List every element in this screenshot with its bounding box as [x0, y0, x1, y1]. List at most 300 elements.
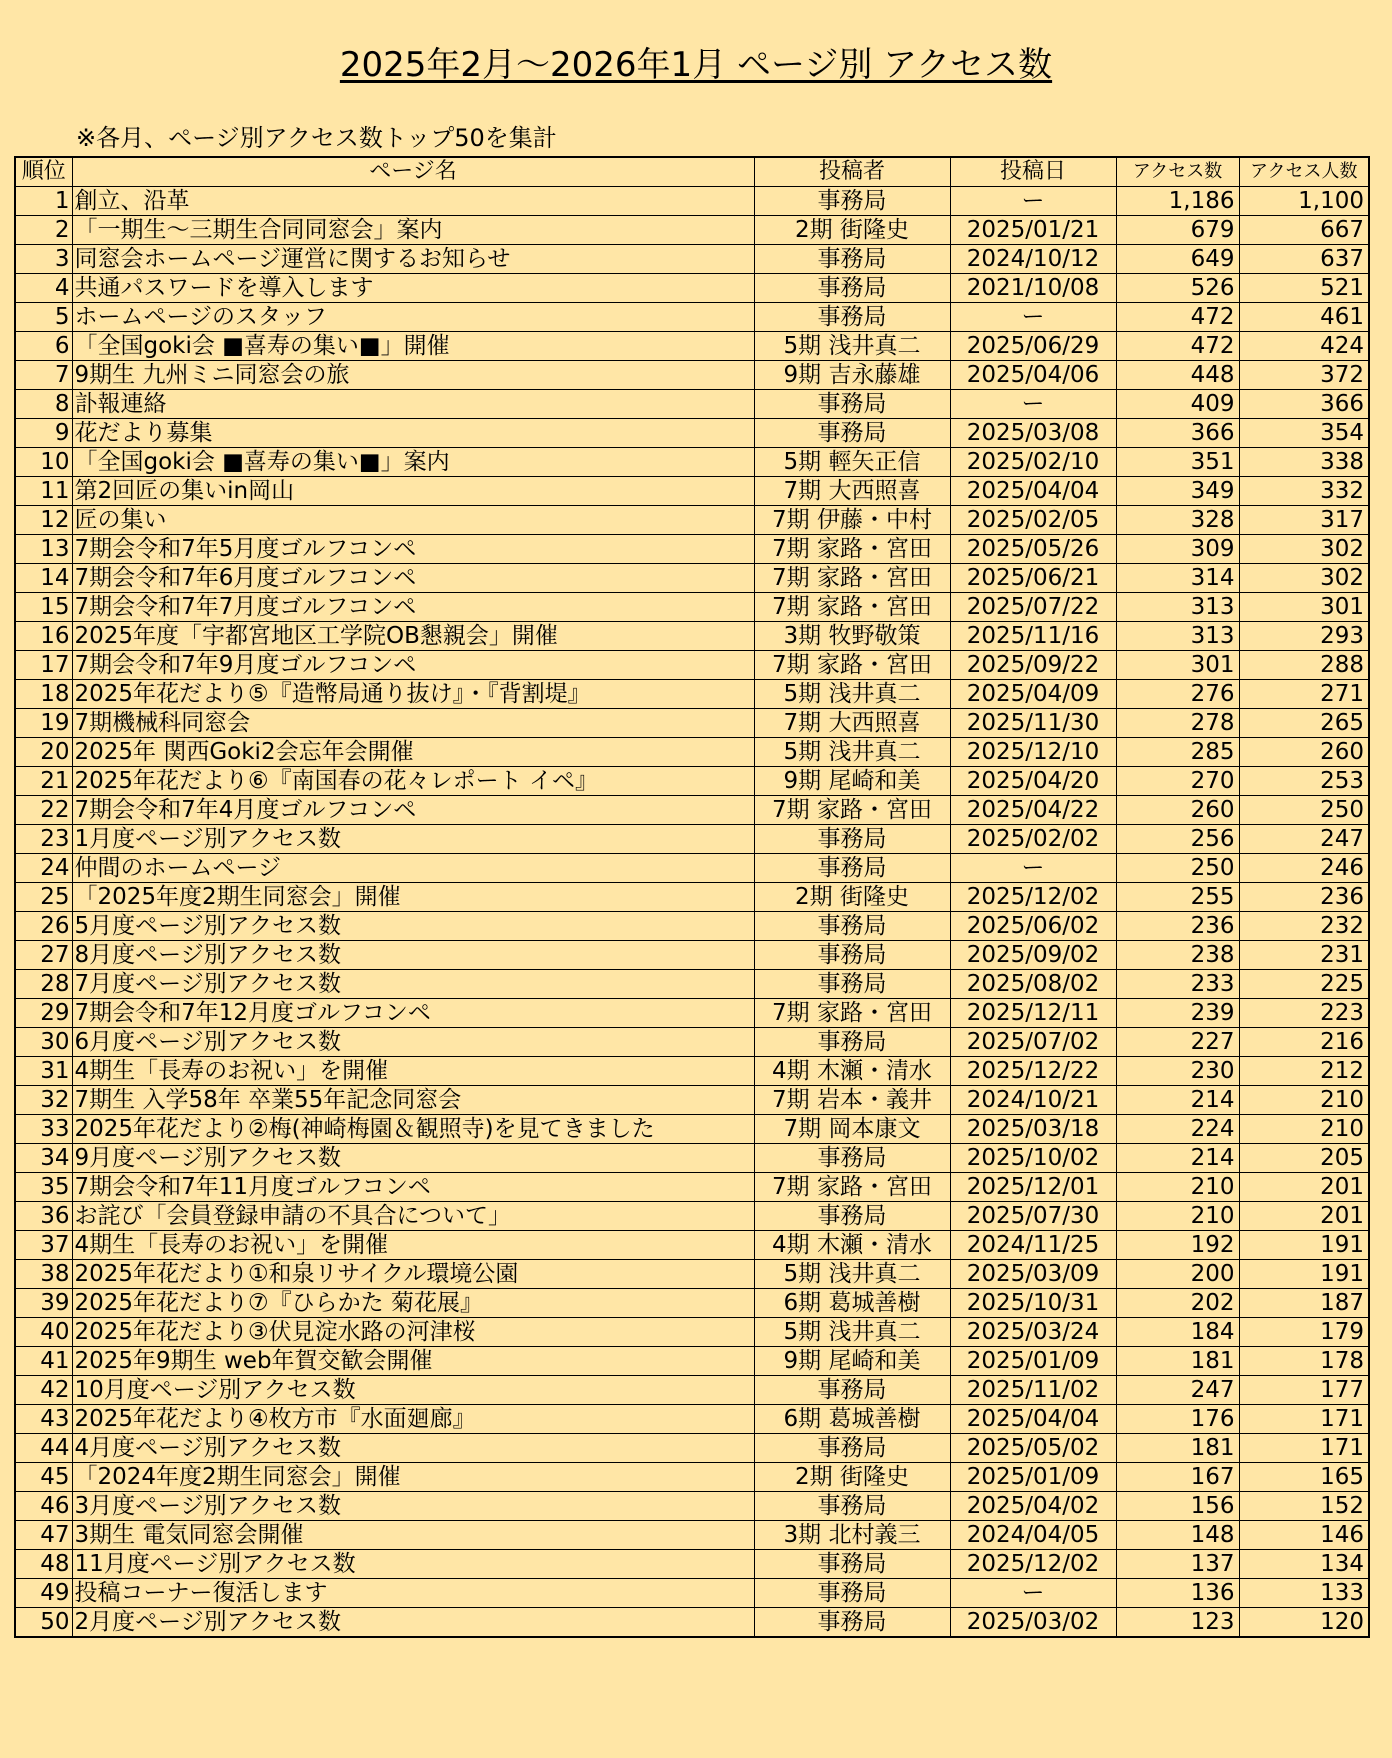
cell-visitors: 201 [1239, 1173, 1369, 1202]
cell-access: 301 [1116, 651, 1239, 680]
table-row [15, 419, 1369, 448]
cell-access: 255 [1116, 883, 1239, 912]
cell-visitors: 225 [1239, 970, 1369, 999]
cell-rank: 41 [15, 1347, 72, 1376]
cell-visitors: 372 [1239, 361, 1369, 390]
cell-access: 314 [1116, 564, 1239, 593]
cell-visitors: 253 [1239, 767, 1369, 796]
cell-access: 349 [1116, 477, 1239, 506]
cell-visitors: 179 [1239, 1318, 1369, 1347]
table-row [15, 1086, 1369, 1115]
cell-visitors: 210 [1239, 1086, 1369, 1115]
cell-rank: 40 [15, 1318, 72, 1347]
cell-access: 210 [1116, 1202, 1239, 1231]
cell-access: 181 [1116, 1347, 1239, 1376]
table-row [15, 1173, 1369, 1202]
cell-access: 309 [1116, 535, 1239, 564]
table-row [15, 1405, 1369, 1434]
cell-date: 2025/04/02 [950, 1492, 1116, 1521]
table-row [15, 709, 1369, 738]
cell-visitors: 424 [1239, 332, 1369, 361]
cell-rank: 23 [15, 825, 72, 854]
table-row [15, 1521, 1369, 1550]
cell-access: 202 [1116, 1289, 1239, 1318]
cell-access: 409 [1116, 390, 1239, 419]
cell-access: 328 [1116, 506, 1239, 535]
table-row [15, 767, 1369, 796]
cell-page-name: 5月度ページ別アクセス数 [72, 912, 754, 941]
cell-visitors: 171 [1239, 1434, 1369, 1463]
cell-visitors: 366 [1239, 390, 1369, 419]
cell-page-name: 2025年花だより③伏見淀水路の河津桜 [72, 1318, 754, 1347]
cell-date: 2025/05/02 [950, 1434, 1116, 1463]
cell-page-name: 「一期生～三期生合同同窓会」案内 [72, 216, 754, 245]
cell-page-name: 7期生 入学58年 卒業55年記念同窓会 [72, 1086, 754, 1115]
cell-page-name: 「2024年度2期生同窓会」開催 [72, 1463, 754, 1492]
cell-visitors: 134 [1239, 1550, 1369, 1579]
cell-visitors: 301 [1239, 593, 1369, 622]
cell-page-name: 7期会令和7年11月度ゴルフコンペ [72, 1173, 754, 1202]
cell-rank: 15 [15, 593, 72, 622]
cell-rank: 18 [15, 680, 72, 709]
cell-author: 事務局 [754, 1608, 950, 1638]
cell-visitors: 461 [1239, 303, 1369, 332]
cell-page-name: 11月度ページ別アクセス数 [72, 1550, 754, 1579]
cell-rank: 49 [15, 1579, 72, 1608]
cell-access: 123 [1116, 1608, 1239, 1638]
cell-date: 2025/06/21 [950, 564, 1116, 593]
table-row [15, 506, 1369, 535]
cell-rank: 22 [15, 796, 72, 825]
cell-date: 2025/12/02 [950, 1550, 1116, 1579]
table-row [15, 883, 1369, 912]
cell-rank: 37 [15, 1231, 72, 1260]
cell-access: 210 [1116, 1173, 1239, 1202]
cell-date: 2025/02/02 [950, 825, 1116, 854]
cell-rank: 7 [15, 361, 72, 390]
cell-visitors: 133 [1239, 1579, 1369, 1608]
cell-page-name: 2025年花だより④枚方市『水面廻廊』 [72, 1405, 754, 1434]
cell-visitors: 288 [1239, 651, 1369, 680]
cell-page-name: 訃報連絡 [72, 390, 754, 419]
cell-author: 5期 輕矢正信 [754, 448, 950, 477]
cell-author: 事務局 [754, 419, 950, 448]
table-row [15, 912, 1369, 941]
cell-page-name: 創立、沿革 [72, 187, 754, 216]
cell-date: ー [950, 1579, 1116, 1608]
cell-page-name: 2025年9期生 web年賀交歓会開催 [72, 1347, 754, 1376]
cell-access: 200 [1116, 1260, 1239, 1289]
page-title [0, 40, 1392, 90]
cell-page-name: 2月度ページ別アクセス数 [72, 1608, 754, 1638]
cell-author: 事務局 [754, 390, 950, 419]
cell-rank: 48 [15, 1550, 72, 1579]
cell-rank: 13 [15, 535, 72, 564]
cell-rank: 29 [15, 999, 72, 1028]
table-row [15, 622, 1369, 651]
cell-date: 2025/04/04 [950, 477, 1116, 506]
table-row [15, 1608, 1369, 1638]
cell-author: 事務局 [754, 187, 950, 216]
cell-date: 2025/02/10 [950, 448, 1116, 477]
cell-date: 2025/12/11 [950, 999, 1116, 1028]
table-row [15, 970, 1369, 999]
cell-page-name: 同窓会ホームページ運営に関するお知らせ [72, 245, 754, 274]
cell-visitors: 191 [1239, 1231, 1369, 1260]
cell-page-name: 7期会令和7年9月度ゴルフコンペ [72, 651, 754, 680]
cell-visitors: 171 [1239, 1405, 1369, 1434]
cell-rank: 31 [15, 1057, 72, 1086]
cell-author: 事務局 [754, 1550, 950, 1579]
access-table [14, 156, 1370, 1638]
cell-rank: 28 [15, 970, 72, 999]
table-row [15, 941, 1369, 970]
cell-page-name: 匠の集い [72, 506, 754, 535]
cell-date: 2025/12/10 [950, 738, 1116, 767]
table-row [15, 1550, 1369, 1579]
cell-access: 285 [1116, 738, 1239, 767]
table-row [15, 477, 1369, 506]
cell-rank: 32 [15, 1086, 72, 1115]
table-row [15, 1057, 1369, 1086]
cell-page-name: 4期生「長寿のお祝い」を開催 [72, 1057, 754, 1086]
cell-author: 3期 北村義三 [754, 1521, 950, 1550]
cell-page-name: 9月度ページ別アクセス数 [72, 1144, 754, 1173]
cell-visitors: 232 [1239, 912, 1369, 941]
cell-date: 2025/02/05 [950, 506, 1116, 535]
cell-author: 5期 浅井真二 [754, 680, 950, 709]
cell-rank: 9 [15, 419, 72, 448]
cell-date: 2025/11/16 [950, 622, 1116, 651]
cell-access: 233 [1116, 970, 1239, 999]
cell-date: 2025/04/09 [950, 680, 1116, 709]
cell-access: 351 [1116, 448, 1239, 477]
cell-rank: 46 [15, 1492, 72, 1521]
cell-page-name: 2025年 関西Goki2会忘年会開催 [72, 738, 754, 767]
cell-author: 2期 街隆史 [754, 216, 950, 245]
cell-visitors: 191 [1239, 1260, 1369, 1289]
cell-access: 236 [1116, 912, 1239, 941]
cell-author: 事務局 [754, 825, 950, 854]
header-date: 投稿日 [950, 157, 1116, 187]
cell-rank: 24 [15, 854, 72, 883]
table-body [15, 187, 1369, 1638]
cell-author: 5期 浅井真二 [754, 1260, 950, 1289]
cell-page-name: 「全国goki会 ■喜寿の集い■」開催 [72, 332, 754, 361]
cell-rank: 30 [15, 1028, 72, 1057]
cell-rank: 1 [15, 187, 72, 216]
cell-visitors: 265 [1239, 709, 1369, 738]
cell-access: 192 [1116, 1231, 1239, 1260]
table-row [15, 796, 1369, 825]
cell-author: 7期 大西照喜 [754, 477, 950, 506]
cell-visitors: 1,100 [1239, 187, 1369, 216]
cell-page-name: 10月度ページ別アクセス数 [72, 1376, 754, 1405]
cell-page-name: 3期生 電気同窓会開催 [72, 1521, 754, 1550]
cell-rank: 39 [15, 1289, 72, 1318]
cell-access: 239 [1116, 999, 1239, 1028]
cell-access: 366 [1116, 419, 1239, 448]
cell-visitors: 354 [1239, 419, 1369, 448]
table-row [15, 1202, 1369, 1231]
cell-page-name: 7期会令和7年12月度ゴルフコンペ [72, 999, 754, 1028]
cell-visitors: 236 [1239, 883, 1369, 912]
cell-visitors: 178 [1239, 1347, 1369, 1376]
cell-date: ー [950, 854, 1116, 883]
table-row [15, 825, 1369, 854]
cell-rank: 2 [15, 216, 72, 245]
table-row [15, 738, 1369, 767]
cell-visitors: 271 [1239, 680, 1369, 709]
cell-visitors: 302 [1239, 564, 1369, 593]
cell-page-name: 3月度ページ別アクセス数 [72, 1492, 754, 1521]
cell-author: 4期 木瀬・清水 [754, 1231, 950, 1260]
cell-rank: 11 [15, 477, 72, 506]
cell-author: 事務局 [754, 303, 950, 332]
cell-date: 2024/04/05 [950, 1521, 1116, 1550]
cell-author: 7期 岡本康文 [754, 1115, 950, 1144]
table-row [15, 680, 1369, 709]
cell-page-name: 2025年度「宇都宮地区工学院OB懇親会」開催 [72, 622, 754, 651]
cell-author: 事務局 [754, 245, 950, 274]
cell-date: 2024/10/21 [950, 1086, 1116, 1115]
cell-date: 2025/04/22 [950, 796, 1116, 825]
cell-rank: 12 [15, 506, 72, 535]
cell-author: 事務局 [754, 1028, 950, 1057]
cell-author: 6期 葛城善樹 [754, 1405, 950, 1434]
table-row [15, 1028, 1369, 1057]
cell-date: 2025/01/09 [950, 1463, 1116, 1492]
table-row [15, 1347, 1369, 1376]
cell-author: 9期 尾崎和美 [754, 1347, 950, 1376]
cell-visitors: 293 [1239, 622, 1369, 651]
cell-rank: 4 [15, 274, 72, 303]
cell-access: 313 [1116, 593, 1239, 622]
cell-visitors: 165 [1239, 1463, 1369, 1492]
cell-date: 2025/06/02 [950, 912, 1116, 941]
cell-author: 事務局 [754, 1202, 950, 1231]
cell-page-name: 第2回匠の集いin岡山 [72, 477, 754, 506]
cell-access: 278 [1116, 709, 1239, 738]
cell-access: 247 [1116, 1376, 1239, 1405]
cell-page-name: 仲間のホームページ [72, 854, 754, 883]
table-row [15, 1318, 1369, 1347]
table-row [15, 448, 1369, 477]
cell-page-name: 2025年花だより⑤『造幣局通り抜け』・『背割堤』 [72, 680, 754, 709]
cell-page-name: 共通パスワードを導入します [72, 274, 754, 303]
cell-author: 事務局 [754, 1492, 950, 1521]
cell-page-name: 9期生 九州ミニ同窓会の旅 [72, 361, 754, 390]
cell-author: 9期 吉永藤雄 [754, 361, 950, 390]
cell-rank: 50 [15, 1608, 72, 1638]
cell-page-name: 7期会令和7年6月度ゴルフコンペ [72, 564, 754, 593]
cell-rank: 25 [15, 883, 72, 912]
cell-author: 事務局 [754, 1434, 950, 1463]
cell-rank: 17 [15, 651, 72, 680]
table-row [15, 1463, 1369, 1492]
cell-access: 448 [1116, 361, 1239, 390]
cell-rank: 21 [15, 767, 72, 796]
cell-author: 7期 岩本・義井 [754, 1086, 950, 1115]
cell-access: 313 [1116, 622, 1239, 651]
cell-visitors: 210 [1239, 1115, 1369, 1144]
note-text: ※各月、ページ別アクセス数トップ50を集計 [76, 124, 557, 152]
cell-author: 7期 伊藤・中村 [754, 506, 950, 535]
table-row [15, 303, 1369, 332]
cell-author: 6期 葛城善樹 [754, 1289, 950, 1318]
cell-visitors: 338 [1239, 448, 1369, 477]
table-row [15, 999, 1369, 1028]
cell-author: 事務局 [754, 854, 950, 883]
cell-date: 2025/10/02 [950, 1144, 1116, 1173]
cell-page-name: 花だより募集 [72, 419, 754, 448]
cell-visitors: 146 [1239, 1521, 1369, 1550]
cell-rank: 16 [15, 622, 72, 651]
cell-rank: 33 [15, 1115, 72, 1144]
cell-date: 2025/04/20 [950, 767, 1116, 796]
cell-rank: 20 [15, 738, 72, 767]
cell-page-name: 7期会令和7年7月度ゴルフコンペ [72, 593, 754, 622]
table-row [15, 332, 1369, 361]
cell-date: 2025/11/30 [950, 709, 1116, 738]
cell-page-name: 2025年花だより⑥『南国春の花々レポート イペ』 [72, 767, 754, 796]
cell-visitors: 205 [1239, 1144, 1369, 1173]
cell-date: ー [950, 303, 1116, 332]
cell-author: 事務局 [754, 912, 950, 941]
cell-visitors: 177 [1239, 1376, 1369, 1405]
cell-date: 2025/12/02 [950, 883, 1116, 912]
cell-rank: 38 [15, 1260, 72, 1289]
cell-author: 7期 家路・宮田 [754, 564, 950, 593]
cell-date: 2025/03/08 [950, 419, 1116, 448]
cell-access: 227 [1116, 1028, 1239, 1057]
table-row [15, 1115, 1369, 1144]
cell-rank: 5 [15, 303, 72, 332]
table-row [15, 187, 1369, 216]
table-row [15, 216, 1369, 245]
header-access: アクセス数 [1116, 157, 1239, 187]
cell-visitors: 212 [1239, 1057, 1369, 1086]
cell-visitors: 120 [1239, 1608, 1369, 1638]
cell-visitors: 187 [1239, 1289, 1369, 1318]
table-row [15, 245, 1369, 274]
cell-date: 2025/06/29 [950, 332, 1116, 361]
cell-access: 167 [1116, 1463, 1239, 1492]
cell-access: 224 [1116, 1115, 1239, 1144]
cell-rank: 19 [15, 709, 72, 738]
cell-author: 2期 街隆史 [754, 1463, 950, 1492]
cell-date: 2025/09/02 [950, 941, 1116, 970]
cell-date: 2025/12/01 [950, 1173, 1116, 1202]
cell-date: 2025/08/02 [950, 970, 1116, 999]
cell-date: 2025/03/24 [950, 1318, 1116, 1347]
cell-date: 2025/04/04 [950, 1405, 1116, 1434]
cell-visitors: 332 [1239, 477, 1369, 506]
cell-access: 256 [1116, 825, 1239, 854]
cell-visitors: 216 [1239, 1028, 1369, 1057]
cell-author: 5期 浅井真二 [754, 332, 950, 361]
cell-author: 2期 街隆史 [754, 883, 950, 912]
cell-visitors: 521 [1239, 274, 1369, 303]
cell-date: 2025/01/09 [950, 1347, 1116, 1376]
cell-date: 2024/11/25 [950, 1231, 1116, 1260]
cell-rank: 42 [15, 1376, 72, 1405]
cell-rank: 27 [15, 941, 72, 970]
cell-rank: 36 [15, 1202, 72, 1231]
cell-page-name: 2025年花だより⑦『ひらかた 菊花展』 [72, 1289, 754, 1318]
cell-access: 1,186 [1116, 187, 1239, 216]
cell-access: 136 [1116, 1579, 1239, 1608]
cell-visitors: 223 [1239, 999, 1369, 1028]
cell-page-name: 7期機械科同窓会 [72, 709, 754, 738]
cell-rank: 43 [15, 1405, 72, 1434]
cell-rank: 35 [15, 1173, 72, 1202]
cell-date: 2025/12/22 [950, 1057, 1116, 1086]
table-row [15, 1289, 1369, 1318]
cell-date: 2025/01/21 [950, 216, 1116, 245]
cell-date: 2025/03/18 [950, 1115, 1116, 1144]
cell-date: 2025/04/06 [950, 361, 1116, 390]
cell-page-name: 6月度ページ別アクセス数 [72, 1028, 754, 1057]
cell-rank: 45 [15, 1463, 72, 1492]
cell-rank: 34 [15, 1144, 72, 1173]
table-row [15, 1434, 1369, 1463]
cell-visitors: 302 [1239, 535, 1369, 564]
cell-date: 2025/07/30 [950, 1202, 1116, 1231]
cell-date: 2021/10/08 [950, 274, 1116, 303]
header-row [15, 157, 1369, 187]
cell-author: 7期 家路・宮田 [754, 999, 950, 1028]
header-page: ページ名 [72, 157, 754, 187]
cell-author: 7期 家路・宮田 [754, 651, 950, 680]
cell-date: 2025/03/09 [950, 1260, 1116, 1289]
cell-page-name: 「全国goki会 ■喜寿の集い■」案内 [72, 448, 754, 477]
table-row [15, 651, 1369, 680]
cell-visitors: 637 [1239, 245, 1369, 274]
cell-access: 238 [1116, 941, 1239, 970]
cell-access: 250 [1116, 854, 1239, 883]
cell-access: 181 [1116, 1434, 1239, 1463]
cell-access: 230 [1116, 1057, 1239, 1086]
cell-author: 3期 牧野敬策 [754, 622, 950, 651]
cell-visitors: 260 [1239, 738, 1369, 767]
cell-page-name: 「2025年度2期生同窓会」開催 [72, 883, 754, 912]
cell-date: 2025/09/22 [950, 651, 1116, 680]
cell-access: 270 [1116, 767, 1239, 796]
cell-access: 472 [1116, 303, 1239, 332]
cell-visitors: 250 [1239, 796, 1369, 825]
cell-author: 9期 尾崎和美 [754, 767, 950, 796]
cell-rank: 8 [15, 390, 72, 419]
cell-author: 事務局 [754, 1579, 950, 1608]
table-row [15, 1260, 1369, 1289]
cell-access: 176 [1116, 1405, 1239, 1434]
table-row [15, 1231, 1369, 1260]
cell-page-name: 投稿コーナー復活します [72, 1579, 754, 1608]
cell-visitors: 667 [1239, 216, 1369, 245]
cell-access: 184 [1116, 1318, 1239, 1347]
table-row [15, 1579, 1369, 1608]
cell-author: 7期 家路・宮田 [754, 593, 950, 622]
cell-author: 7期 家路・宮田 [754, 1173, 950, 1202]
cell-access: 214 [1116, 1086, 1239, 1115]
cell-access: 137 [1116, 1550, 1239, 1579]
cell-date: 2025/03/02 [950, 1608, 1116, 1638]
cell-rank: 44 [15, 1434, 72, 1463]
cell-access: 649 [1116, 245, 1239, 274]
cell-page-name: 7月度ページ別アクセス数 [72, 970, 754, 999]
cell-visitors: 152 [1239, 1492, 1369, 1521]
